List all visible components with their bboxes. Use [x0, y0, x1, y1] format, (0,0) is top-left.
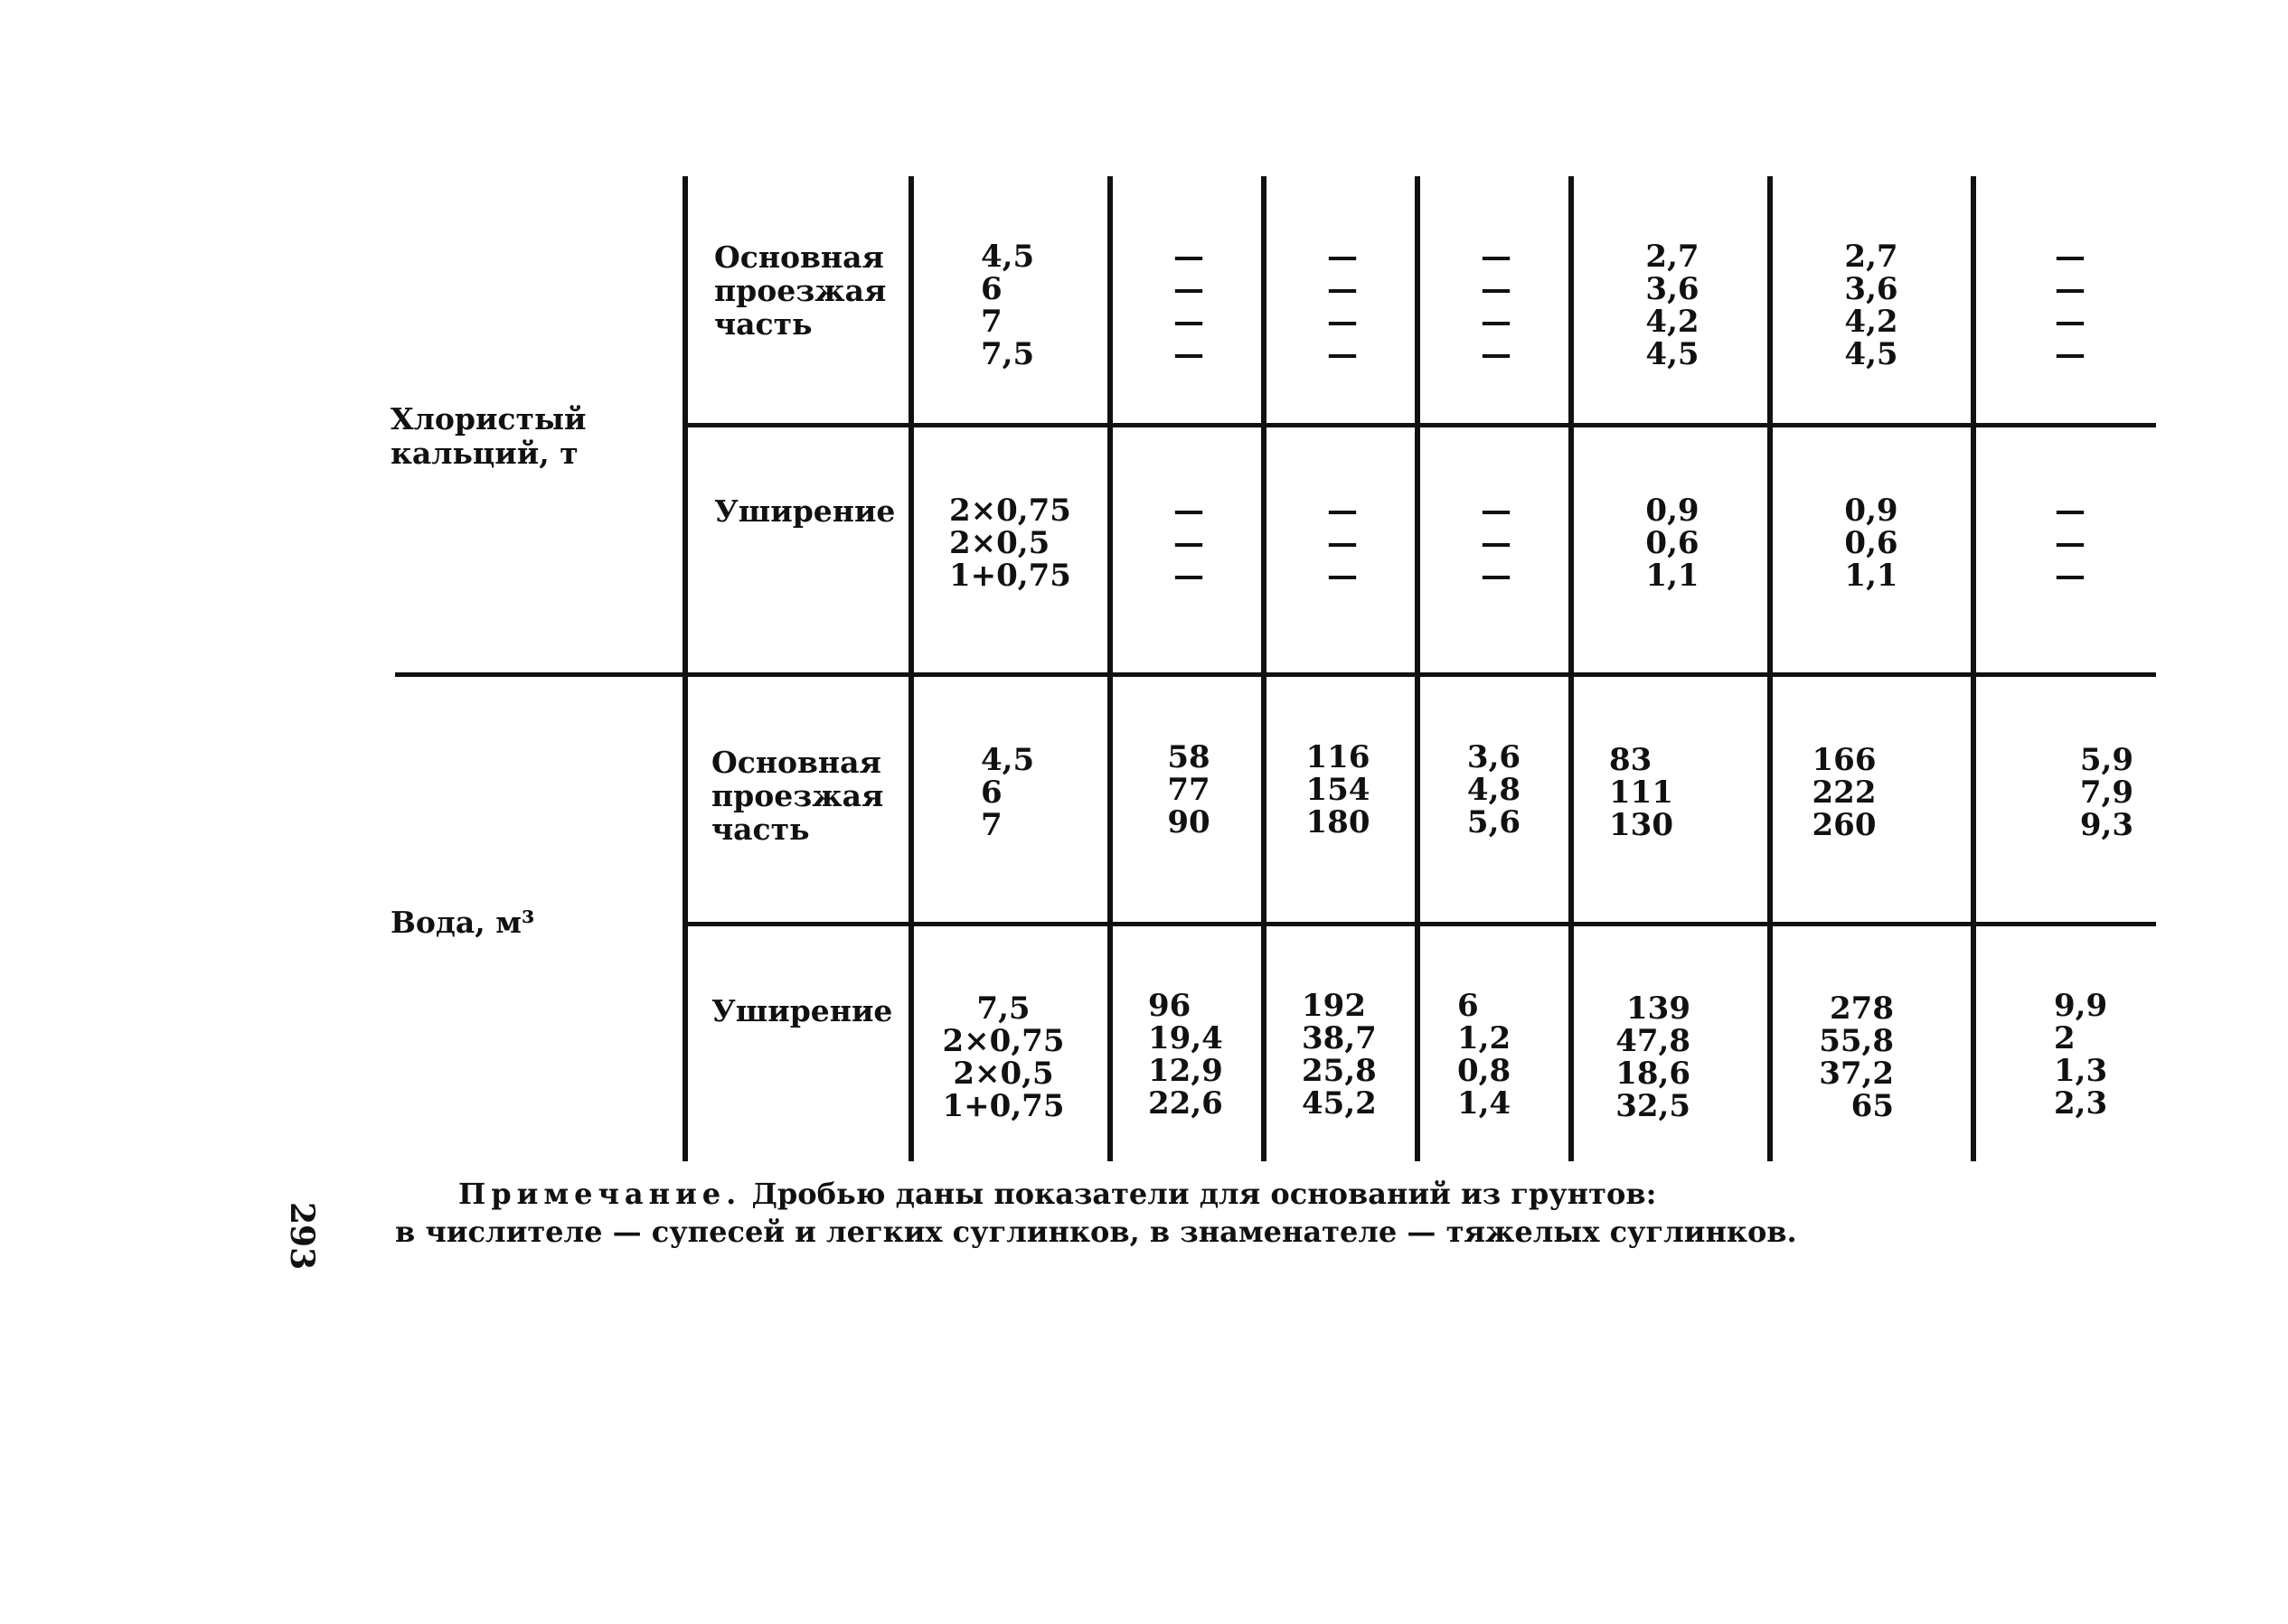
data-cell — [1121, 240, 1257, 371]
cell-value: 1,2 — [1457, 1020, 1511, 1056]
part-label-line: Уширение — [711, 993, 893, 1028]
cell-value: — — [1173, 525, 1204, 561]
cell-value: 19,4 — [1148, 1020, 1223, 1056]
data-cell — [1781, 744, 1907, 841]
width-value: 7 — [981, 807, 1003, 843]
width-cell — [981, 240, 1034, 371]
width-value: 2×0,5 — [953, 1056, 1054, 1092]
cell-value: 139 — [1626, 990, 1690, 1027]
data-cell — [1428, 494, 1564, 592]
table-note — [395, 1175, 1797, 1251]
cell-value: 111 — [1609, 774, 1673, 811]
cell-value: — — [2055, 493, 2086, 529]
note-lead: Примечание. — [458, 1177, 742, 1211]
width-value: 7 — [981, 304, 1003, 340]
group-label-line: Вода, м³ — [391, 905, 535, 940]
note-text-2: в числителе — супесей и легких суглинков, в знаменателе — тяжелых суглинков. — [395, 1215, 1797, 1249]
cell-value: 4,8 — [1466, 772, 1521, 808]
cell-value: 0,6 — [1645, 525, 1700, 561]
cell-value: — — [1481, 304, 1511, 340]
cell-value: 9,3 — [2079, 807, 2133, 843]
part-label-line: Основная — [714, 239, 884, 275]
cell-value: — — [1173, 493, 1204, 529]
part-label-line: Основная — [711, 745, 881, 780]
data-cell — [1989, 494, 2151, 592]
width-value: 1+0,75 — [942, 1088, 1065, 1124]
part-label-line: проезжая — [711, 778, 884, 813]
row-rule — [687, 423, 2156, 427]
data-cell — [1121, 741, 1257, 839]
column-rule — [1568, 176, 1574, 1161]
cell-value: 192 — [1302, 988, 1366, 1024]
cell-value: — — [1173, 558, 1204, 594]
cell-value: 4,2 — [1844, 304, 1898, 340]
pavement-part-label — [711, 746, 883, 846]
data-cell — [1266, 741, 1410, 839]
cell-value: 90 — [1167, 804, 1210, 840]
data-cell — [1428, 240, 1564, 371]
column-rule — [683, 176, 688, 1161]
cell-value: 2,7 — [1844, 239, 1898, 275]
cell-value: 37,2 — [1819, 1056, 1894, 1092]
width-value: 6 — [981, 774, 1003, 811]
cell-value: 1,1 — [1645, 558, 1700, 594]
width-value: 4,5 — [981, 239, 1035, 275]
cell-value: — — [1327, 336, 1358, 372]
cell-value: — — [2055, 336, 2086, 372]
width-cell — [981, 744, 1034, 841]
cell-value: — — [1481, 558, 1511, 594]
note-line-1 — [395, 1175, 1797, 1213]
cell-value: 154 — [1305, 772, 1370, 808]
cell-value: 4,5 — [1844, 336, 1898, 372]
data-cell — [1790, 240, 1953, 371]
cell-value: 222 — [1812, 774, 1877, 811]
cell-value: 260 — [1812, 807, 1877, 843]
widening-part-label — [711, 994, 892, 1028]
column-rule — [1415, 176, 1420, 1161]
column-rule — [1107, 176, 1113, 1161]
cell-value: 9,9 — [2054, 988, 2108, 1024]
cell-value: 3,6 — [1844, 271, 1898, 307]
cell-value: — — [2055, 271, 2086, 307]
cell-value: 116 — [1305, 739, 1370, 775]
cell-value: — — [1481, 271, 1511, 307]
cell-value: 0,9 — [1844, 493, 1898, 529]
cell-value: 22,6 — [1148, 1085, 1223, 1122]
cell-value: 58 — [1167, 739, 1210, 775]
cell-value: 12,9 — [1148, 1053, 1223, 1089]
data-cell — [1591, 240, 1754, 371]
cell-value: 2,7 — [1645, 239, 1700, 275]
data-cell — [1424, 741, 1564, 839]
cell-value: 130 — [1609, 807, 1673, 843]
cell-value: 96 — [1148, 988, 1191, 1024]
row-rule — [687, 922, 2156, 926]
data-cell — [1148, 990, 1223, 1120]
cell-value: — — [2055, 525, 2086, 561]
width-cell — [949, 494, 1071, 592]
cell-value: 4,5 — [1645, 336, 1700, 372]
cell-value: 65 — [1850, 1088, 1894, 1124]
data-cell — [1121, 494, 1257, 592]
cell-value: 0,8 — [1457, 1053, 1511, 1089]
cell-value: — — [1327, 525, 1358, 561]
cell-value: — — [1327, 271, 1358, 307]
group-label-line: Хлористый кальций, т — [391, 401, 587, 471]
cell-value: — — [1481, 525, 1511, 561]
widening-part-label — [714, 494, 895, 528]
cell-value: 6 — [1457, 988, 1479, 1024]
cell-value: — — [1327, 558, 1358, 594]
data-cell — [1275, 240, 1410, 371]
width-value: 2×0,5 — [949, 525, 1050, 561]
width-value: 7,5 — [981, 336, 1035, 372]
group-label-water — [391, 906, 678, 940]
cell-value: 4,2 — [1645, 304, 1700, 340]
column-rule — [909, 176, 914, 1161]
width-value: 6 — [981, 271, 1003, 307]
group-label-calcium — [391, 402, 678, 471]
cell-value: 25,8 — [1302, 1053, 1377, 1089]
cell-value: 5,9 — [2079, 742, 2133, 778]
column-rule — [1261, 176, 1266, 1161]
cell-value: 3,6 — [1645, 271, 1700, 307]
data-cell — [1302, 990, 1377, 1120]
cell-value: 166 — [1812, 742, 1877, 778]
cell-value: — — [1481, 493, 1511, 529]
part-label-line: проезжая — [714, 273, 887, 308]
cell-value: — — [1481, 336, 1511, 372]
data-cell — [1609, 744, 1673, 841]
cell-value: 2 — [2054, 1020, 2076, 1056]
data-cell — [1600, 992, 1690, 1122]
data-cell — [1989, 240, 2151, 371]
part-label-line: часть — [714, 306, 813, 342]
cell-value: 278 — [1830, 990, 1894, 1027]
cell-value: 1,1 — [1844, 558, 1898, 594]
cell-value: — — [2055, 239, 2086, 275]
data-cell — [1790, 494, 1953, 592]
width-value: 2×0,75 — [949, 493, 1071, 529]
part-label-line: Уширение — [714, 493, 896, 529]
cell-value: 180 — [1305, 804, 1370, 840]
cell-value: — — [1173, 304, 1204, 340]
cell-value: 83 — [1609, 742, 1652, 778]
cell-value: — — [1327, 239, 1358, 275]
width-cell — [931, 992, 1076, 1122]
cell-value: — — [1481, 239, 1511, 275]
cell-value: 0,6 — [1844, 525, 1898, 561]
column-rule — [1767, 176, 1773, 1161]
cell-value: 7,9 — [2079, 774, 2133, 811]
data-cell — [1275, 494, 1410, 592]
cell-value: 3,6 — [1466, 739, 1521, 775]
cell-value: — — [1173, 239, 1204, 275]
width-value: 4,5 — [981, 742, 1035, 778]
width-value: 2×0,75 — [942, 1023, 1065, 1059]
cell-value: 2,3 — [2054, 1085, 2108, 1122]
cell-value: — — [2055, 304, 2086, 340]
page-number: 293 — [283, 1202, 321, 1271]
cell-value: 47,8 — [1615, 1023, 1690, 1059]
pavement-part-label — [714, 240, 886, 341]
cell-value: 38,7 — [1302, 1020, 1377, 1056]
width-value: 1+0,75 — [949, 558, 1071, 594]
data-cell — [1591, 494, 1754, 592]
cell-value: 18,6 — [1615, 1056, 1690, 1092]
part-label-line: часть — [711, 812, 810, 847]
data-cell — [1799, 992, 1894, 1122]
group-rule — [395, 672, 2156, 677]
cell-value: — — [1327, 304, 1358, 340]
data-cell — [2054, 990, 2107, 1120]
width-value: 7,5 — [976, 990, 1031, 1027]
note-text-1: Дробью даны показатели для оснований из грунтов: — [751, 1177, 1657, 1211]
cell-value: 1,3 — [2054, 1053, 2108, 1089]
cell-value: 45,2 — [1302, 1085, 1377, 1122]
cell-value: — — [1327, 493, 1358, 529]
cell-value: — — [1173, 271, 1204, 307]
cell-value: 55,8 — [1819, 1023, 1894, 1059]
data-cell — [1457, 990, 1511, 1120]
data-cell — [1989, 744, 2133, 841]
cell-value: — — [1173, 336, 1204, 372]
cell-value: 0,9 — [1645, 493, 1700, 529]
column-rule — [1971, 176, 1976, 1161]
cell-value: — — [2055, 558, 2086, 594]
cell-value: 1,4 — [1457, 1085, 1511, 1122]
cell-value: 32,5 — [1615, 1088, 1690, 1124]
cell-value: 5,6 — [1466, 804, 1521, 840]
cell-value: 77 — [1167, 772, 1210, 808]
